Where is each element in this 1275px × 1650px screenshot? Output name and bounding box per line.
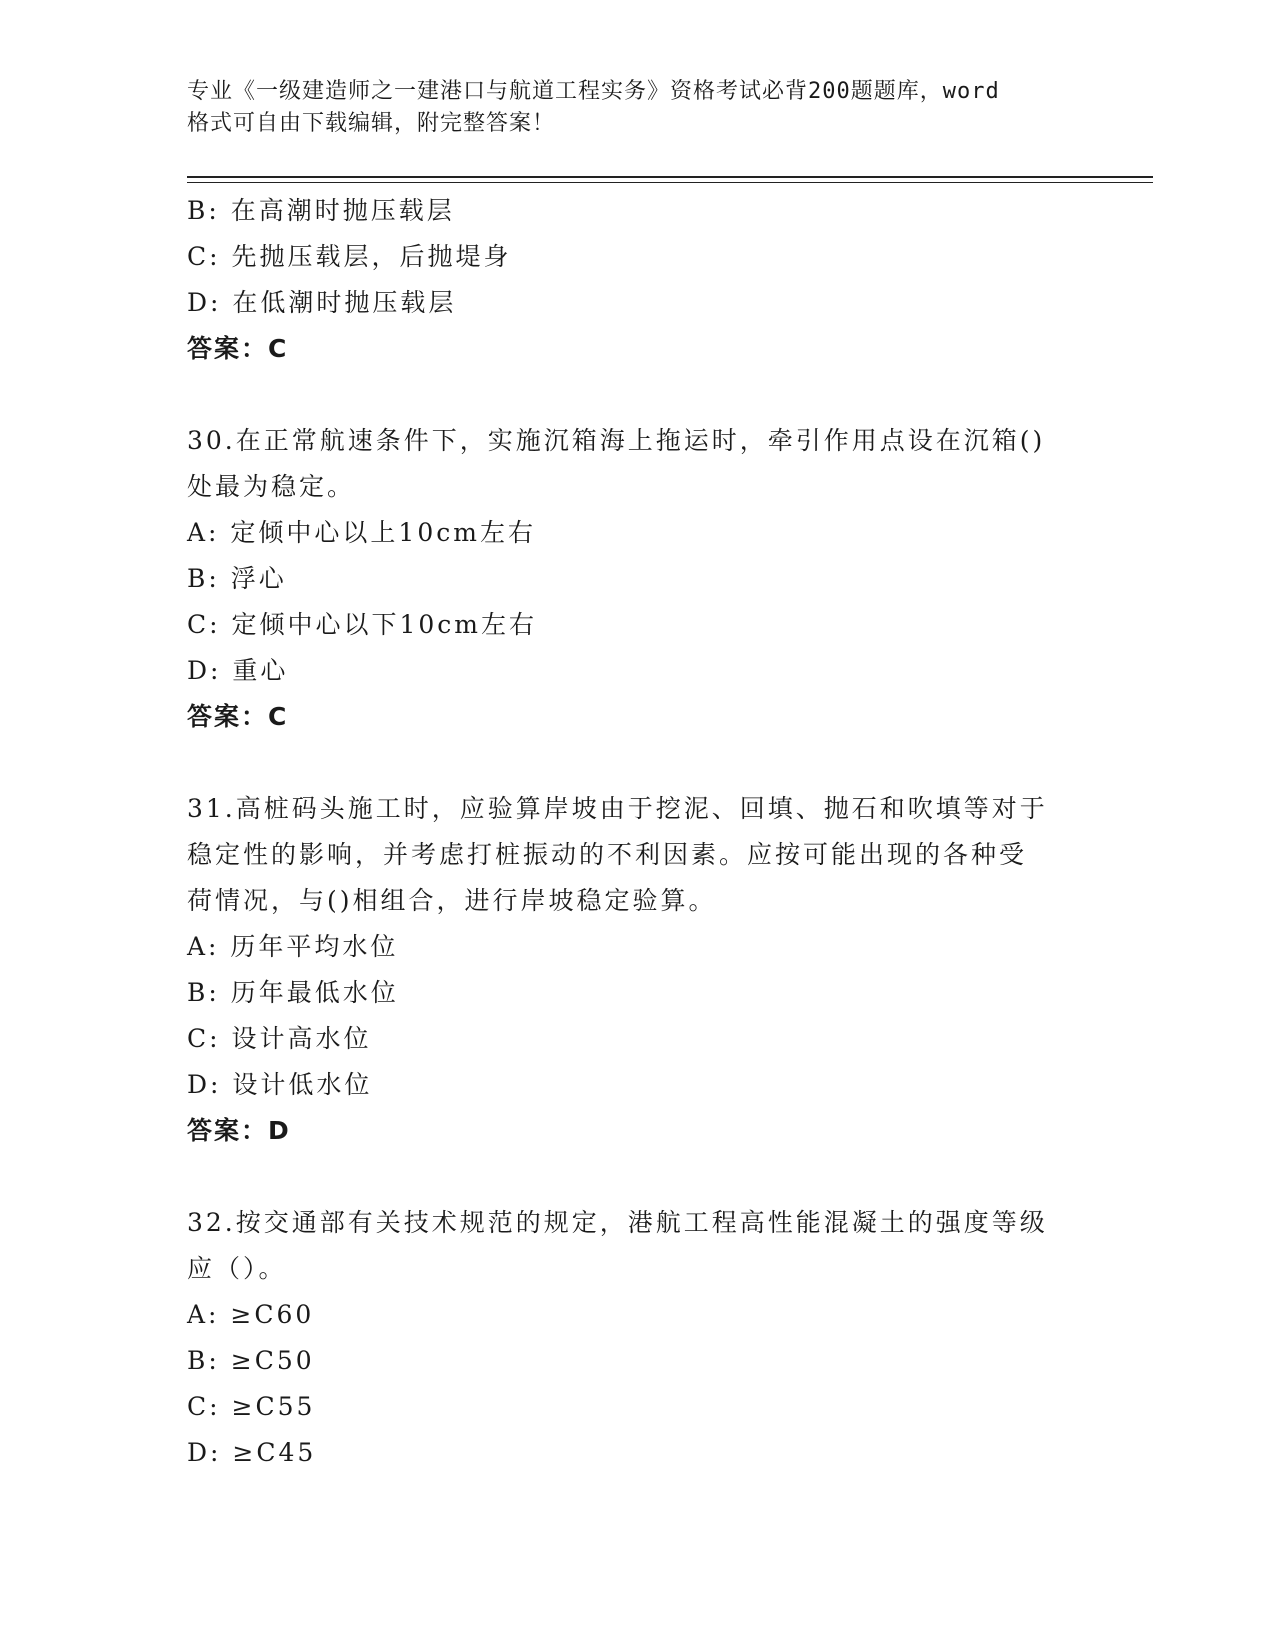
option-d: D: 设计低水位 bbox=[187, 1070, 373, 1099]
option-b: B: 在高潮时抛压载层 bbox=[187, 196, 455, 225]
question-32 bbox=[187, 1200, 1087, 1476]
option-d: D: 重心 bbox=[187, 656, 289, 685]
spacer bbox=[187, 1154, 1087, 1200]
option-b: B: 浮心 bbox=[187, 564, 287, 593]
option-c: C: 先抛压载层，后抛堤身 bbox=[187, 242, 512, 271]
question-text-line-1: 32.按交通部有关技术规范的规定，港航工程高性能混凝土的强度等级 bbox=[187, 1208, 1048, 1237]
header-divider-thick bbox=[187, 176, 1153, 178]
option-c: C: 定倾中心以下10cm左右 bbox=[187, 610, 538, 639]
option-c: C: ≥C55 bbox=[187, 1392, 316, 1421]
question-29 bbox=[187, 188, 1087, 372]
header-divider-thin bbox=[187, 182, 1153, 183]
spacer bbox=[187, 372, 1087, 418]
spacer bbox=[187, 740, 1087, 786]
option-c: C: 设计高水位 bbox=[187, 1024, 372, 1053]
question-text-line-1: 31.高桩码头施工时，应验算岸坡由于挖泥、回填、抛石和吹填等对于 bbox=[187, 794, 1048, 823]
answer: 答案：D bbox=[187, 1116, 291, 1145]
question-list bbox=[187, 188, 1087, 1476]
question-31 bbox=[187, 786, 1087, 1154]
header-line-1: 专业《一级建造师之一建港口与航道工程实务》资格考试必背200题题库，word bbox=[187, 79, 1000, 104]
question-text-line-2: 处最为稳定。 bbox=[187, 472, 356, 501]
question-text-line-3: 荷情况，与()相组合，进行岸坡稳定验算。 bbox=[187, 886, 717, 915]
option-d: D: 在低潮时抛压载层 bbox=[187, 288, 457, 317]
question-text-line-1: 30.在正常航速条件下，实施沉箱海上拖运时，牵引作用点设在沉箱() bbox=[187, 426, 1046, 455]
question-30 bbox=[187, 418, 1087, 740]
option-a: A: 定倾中心以上10cm左右 bbox=[187, 518, 536, 547]
question-text-line-2: 应（）。 bbox=[187, 1254, 287, 1283]
option-a: A: ≥C60 bbox=[187, 1300, 315, 1329]
option-b: B: 历年最低水位 bbox=[187, 978, 399, 1007]
option-d: D: ≥C45 bbox=[187, 1438, 317, 1467]
document-header bbox=[187, 76, 1067, 140]
header-line-2: 格式可自由下载编辑，附完整答案！ bbox=[187, 111, 556, 136]
answer: 答案：C bbox=[187, 702, 289, 731]
option-b: B: ≥C50 bbox=[187, 1346, 315, 1375]
question-text-line-2: 稳定性的影响，并考虑打桩振动的不利因素。应按可能出现的各种受 bbox=[187, 840, 1028, 869]
option-a: A: 历年平均水位 bbox=[187, 932, 399, 961]
answer: 答案：C bbox=[187, 334, 289, 363]
